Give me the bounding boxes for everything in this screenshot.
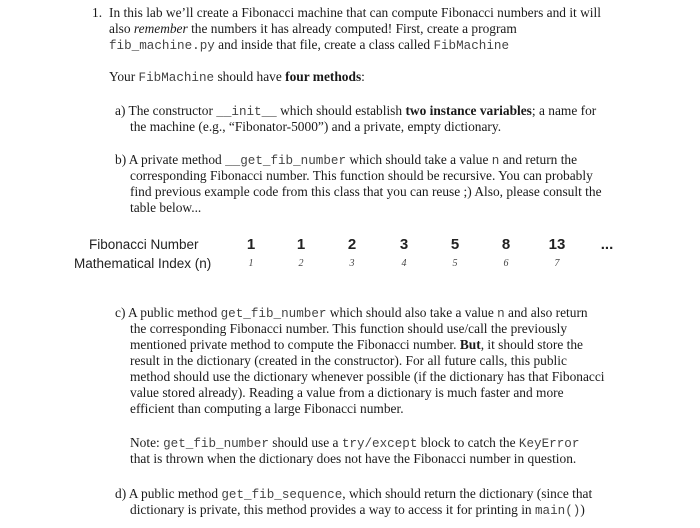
index-value: 3: [349, 258, 355, 269]
math-index-row-label: Mathematical Index (n): [74, 256, 212, 271]
method-c-line-3: mentioned private method to compute the Fibonacci number. But, it should store the: [130, 337, 583, 352]
method-b-line-4: table below...: [130, 200, 202, 215]
method-c-line-1: c) A public method get_fib_number which should also take a value n and also return: [115, 305, 588, 321]
method-c-line-5: method should use the dictionary whenever possible (if the dictionary has that Fibonacci: [130, 369, 605, 384]
note-line-2: that is thrown when the dictionary does not have the Fibonacci number in question.: [130, 451, 577, 466]
method-d-line-1: d) A public method get_fib_sequence, which should return the dictionary (since that: [115, 486, 593, 502]
method-b-line-1: b) A private method __get_fib_number which should take a value n and return the: [115, 152, 578, 168]
intro-line-2: also remember the numbers it has already computed! First, create a program: [109, 21, 517, 36]
fib-value: 1: [246, 236, 256, 253]
method-b-line-2: corresponding Fibonacci number. This function should be recursive. You can probably: [130, 168, 593, 183]
index-value: 7: [554, 258, 560, 269]
method-b-line-3: find previous example code from this class that you can reuse ;) Also, please consult the: [130, 184, 602, 199]
index-value: 5: [452, 258, 458, 269]
method-a-line-2: the machine (e.g., “Fibonator-5000”) and a private, empty dictionary.: [130, 119, 502, 134]
index-value: 2: [298, 258, 304, 269]
fib-value: 5: [450, 236, 460, 253]
method-c-line-4: result in the dictionary (created in the constructor). For all future calls, this public: [130, 353, 567, 368]
method-a-line-1: a) The constructor __init__ which should establish two instance variables; a name for: [115, 103, 597, 119]
item-number: 1.: [92, 5, 103, 20]
fib-value: 13: [548, 236, 566, 253]
index-value: 6: [503, 258, 509, 269]
fib-ellipsis: ...: [600, 236, 614, 253]
fib-number-row-label: Fibonacci Number: [89, 237, 199, 252]
method-c-line-2: the corresponding Fibonacci number. This function should use/call the previously: [130, 321, 568, 336]
index-value: 4: [401, 258, 407, 269]
method-c-line-7: efficient than computing a large Fibonacci number.: [130, 401, 404, 416]
fib-value: 8: [501, 236, 511, 253]
note-line-1: Note: get_fib_number should use a try/except block to catch the KeyError: [130, 435, 580, 451]
intro-line-1: In this lab we’ll create a Fibonacci machine that can compute Fibonacci numbers and it will: [109, 5, 601, 20]
fib-value: 3: [399, 236, 409, 253]
intro-line-3: fib_machine.py and inside that file, create a class called FibMachine: [109, 37, 510, 53]
method-d-line-2: dictionary is private, this method provides a way to access it for printing in main()): [130, 502, 585, 518]
index-value: 1: [248, 258, 254, 269]
method-c-line-6: value stored already). Reading a value from a dictionary is much faster and more: [130, 385, 564, 400]
fib-value: 2: [347, 236, 357, 253]
four-methods-line: Your FibMachine should have four methods:: [109, 69, 365, 85]
fib-value: 1: [296, 236, 306, 253]
